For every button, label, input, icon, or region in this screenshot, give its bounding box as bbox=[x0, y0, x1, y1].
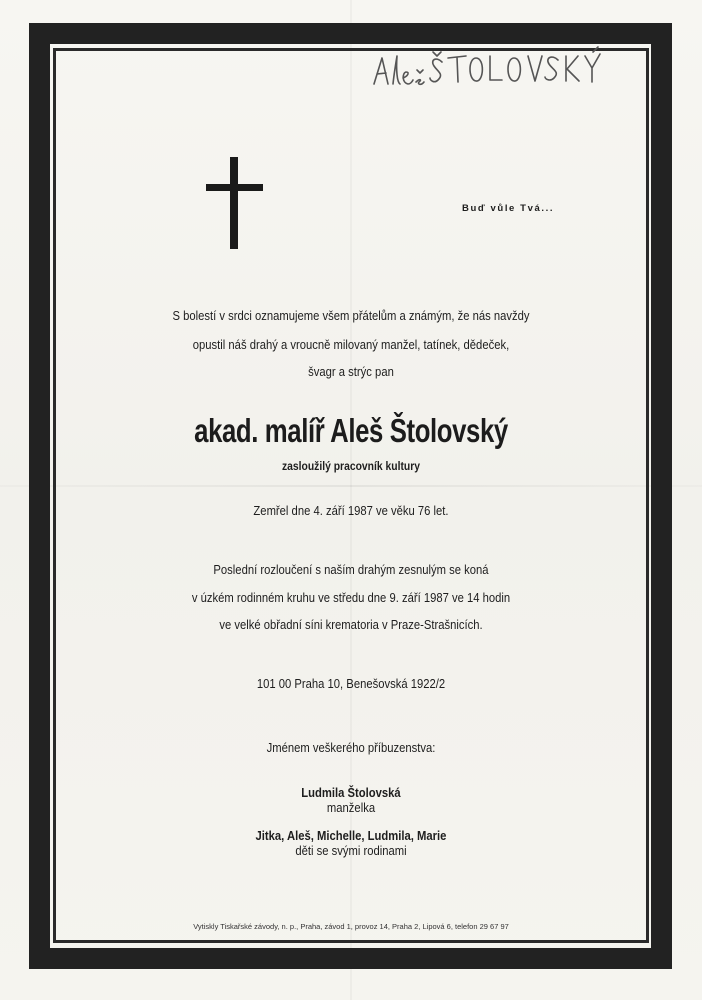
announcement-line-1: S bolestí v srdci oznamujeme všem přátelům a známým, že nás navždy bbox=[172, 309, 530, 323]
deceased-title: zasloužilý pracovník kultury bbox=[281, 461, 421, 473]
farewell-line-1: Poslední rozloučení s naším drahým zesnulým se koná bbox=[213, 563, 489, 577]
relative-name-1: Ludmila Štolovská bbox=[301, 786, 401, 800]
relative-relation-1: manželka bbox=[326, 801, 376, 815]
handwritten-signature-image bbox=[372, 44, 612, 90]
address: 101 00 Praha 10, Benešovská 1922/2 bbox=[256, 677, 446, 691]
farewell-line-3: ve velké obřadní síni krematoria v Praze-Strašnicích. bbox=[219, 618, 483, 632]
motto: Buď vůle Tvá... bbox=[462, 203, 555, 214]
printer-footer: Vytiskly Tiskařské závody, n. p., Praha, závod 1, provoz 14, Praha 2, Lipová 6, telefon 29 67 97 bbox=[193, 922, 509, 931]
relative-name-2: Jitka, Aleš, Michelle, Ludmila, Marie bbox=[255, 829, 447, 843]
cross-icon bbox=[206, 157, 263, 249]
relatives-intro: Jménem veškerého příbuzenstva: bbox=[266, 741, 436, 755]
deceased-name: akad. malíř Aleš Štolovský bbox=[194, 412, 508, 449]
farewell-line-2: v úzkém rodinném kruhu ve středu dne 9. září 1987 ve 14 hodin bbox=[191, 591, 511, 605]
announcement-line-2: opustil náš drahý a vroucně milovaný manžel, tatínek, dědeček, bbox=[192, 338, 510, 352]
announcement-line-3: švagr a strýc pan bbox=[308, 365, 394, 379]
handwritten-annotation bbox=[372, 44, 612, 90]
death-info: Zemřel dne 4. září 1987 ve věku 76 let. bbox=[253, 504, 449, 518]
relative-relation-2: děti se svými rodinami bbox=[295, 844, 407, 858]
